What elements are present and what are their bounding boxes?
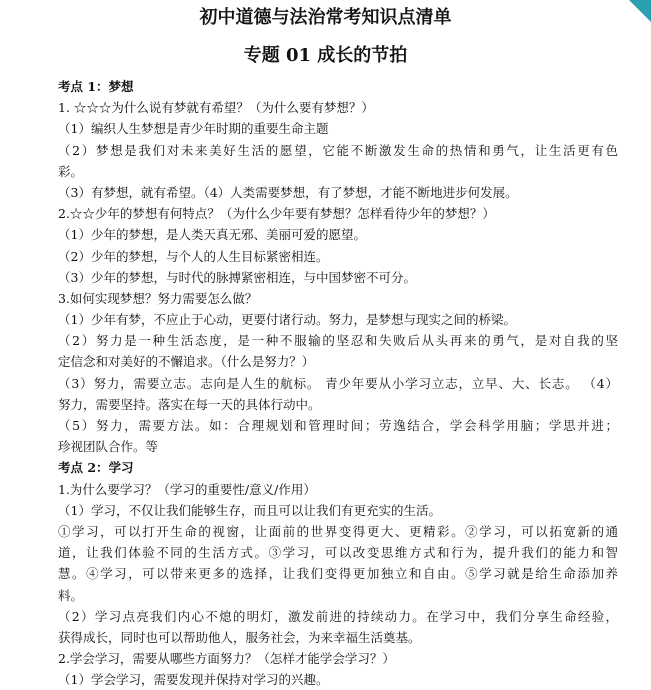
text-line: 定信念和对美好的不懈追求。（什么是努力？） <box>58 354 315 370</box>
text-line: 获得成长，同时也可以帮助他人，服务社会，为来幸福生活奠基。 <box>58 629 421 645</box>
text-line: 努力，需要坚持。落实在每一天的具体行动中。 <box>58 396 321 412</box>
text-line: （2）梦想是我们对未来美好生活的愿望，它能不断激发生命的热情和勇气，让生活更有色 <box>58 142 618 158</box>
text-line: 1.为什么要学习？（学习的重要性/意义/作用） <box>58 481 316 497</box>
text-line: 2.学会学习，需要从哪些方面努力？（怎样才能学会学习？） <box>58 651 395 667</box>
text-line: （3）少年的梦想，与时代的脉搏紧密相连，与中国梦密不可分。 <box>58 269 416 285</box>
text-line: （2）学习点亮我们内心不熄的明灯，激发前进的持续动力。在学习中，我们分享生命经验， <box>58 608 618 624</box>
text-line: （3）有梦想，就有希望。（4）人类需要梦想，有了梦想，才能不断地进步何发展。 <box>58 184 518 200</box>
text-line: （3）努力，需要立志。志向是人生的航标。 青少年要从小学习立志，立早、大、长志。 （4） <box>58 375 618 391</box>
text-line: （1）少年的梦想，是人类天真无邪、美丽可爱的愿望。 <box>58 227 366 243</box>
document-title: 初中道德与法治常考知识点清单 <box>199 7 452 28</box>
text-line: （1）学会学习，需要发现并保持对学习的兴趣。 <box>58 672 329 688</box>
text-line: ①学习，可以打开生命的视窗，让面前的世界变得更大、更精彩。②学习，可以拓宽新的通 <box>58 523 618 539</box>
text-line: （1）学习，不仅让我们能够生存，而且可以让我们有更充实的生活。 <box>58 502 441 518</box>
text-line: （2）努力是一种生活态度，是一种不服输的坚忍和失败后从头再来的勇气，是对自我的坚 <box>58 333 618 349</box>
text-line: 料。 <box>58 587 84 603</box>
document-body <box>58 76 618 690</box>
section-heading: 考点 1：梦想 <box>58 79 134 94</box>
text-line: 彩。 <box>58 163 84 179</box>
text-line: 珍视团队合作。等 <box>58 439 159 455</box>
text-line: （5）努力，需要方法。如：合理规划和管理时间；劳逸结合，学会科学用脑；学思并进； <box>58 418 618 433</box>
text-line: 1. ☆☆☆为什么说有梦就有希望？（为什么要有梦想？） <box>58 100 374 116</box>
text-line: （2）少年的梦想，与个人的人生目标紧密相连。 <box>58 248 329 264</box>
document-subtitle: 专题 01 成长的节拍 <box>243 45 408 66</box>
text-line: 3.如何实现梦想？努力需要怎么做？ <box>58 290 258 306</box>
text-line: （1）少年有梦，不应止于心动，更要付诸行动。努力，是梦想与现实之间的桥梁。 <box>58 312 516 328</box>
text-line: （1）编织人生梦想是青少年时期的重要生命主题 <box>58 121 329 137</box>
text-line: 2.☆☆少年的梦想有何特点？（为什么少年要有梦想？怎样看待少年的梦想？） <box>58 206 495 222</box>
text-line: 慧。④学习，可以带来更多的选择，让我们变得更加独立和自由。⑤学习就是给生命添加养 <box>58 566 618 582</box>
text-line: 道，让我们体验不同的生活方式。③学习，可以改变思维方式和行为，提升我们的能力和智 <box>58 545 618 561</box>
section-heading: 考点 2：学习 <box>58 460 134 476</box>
